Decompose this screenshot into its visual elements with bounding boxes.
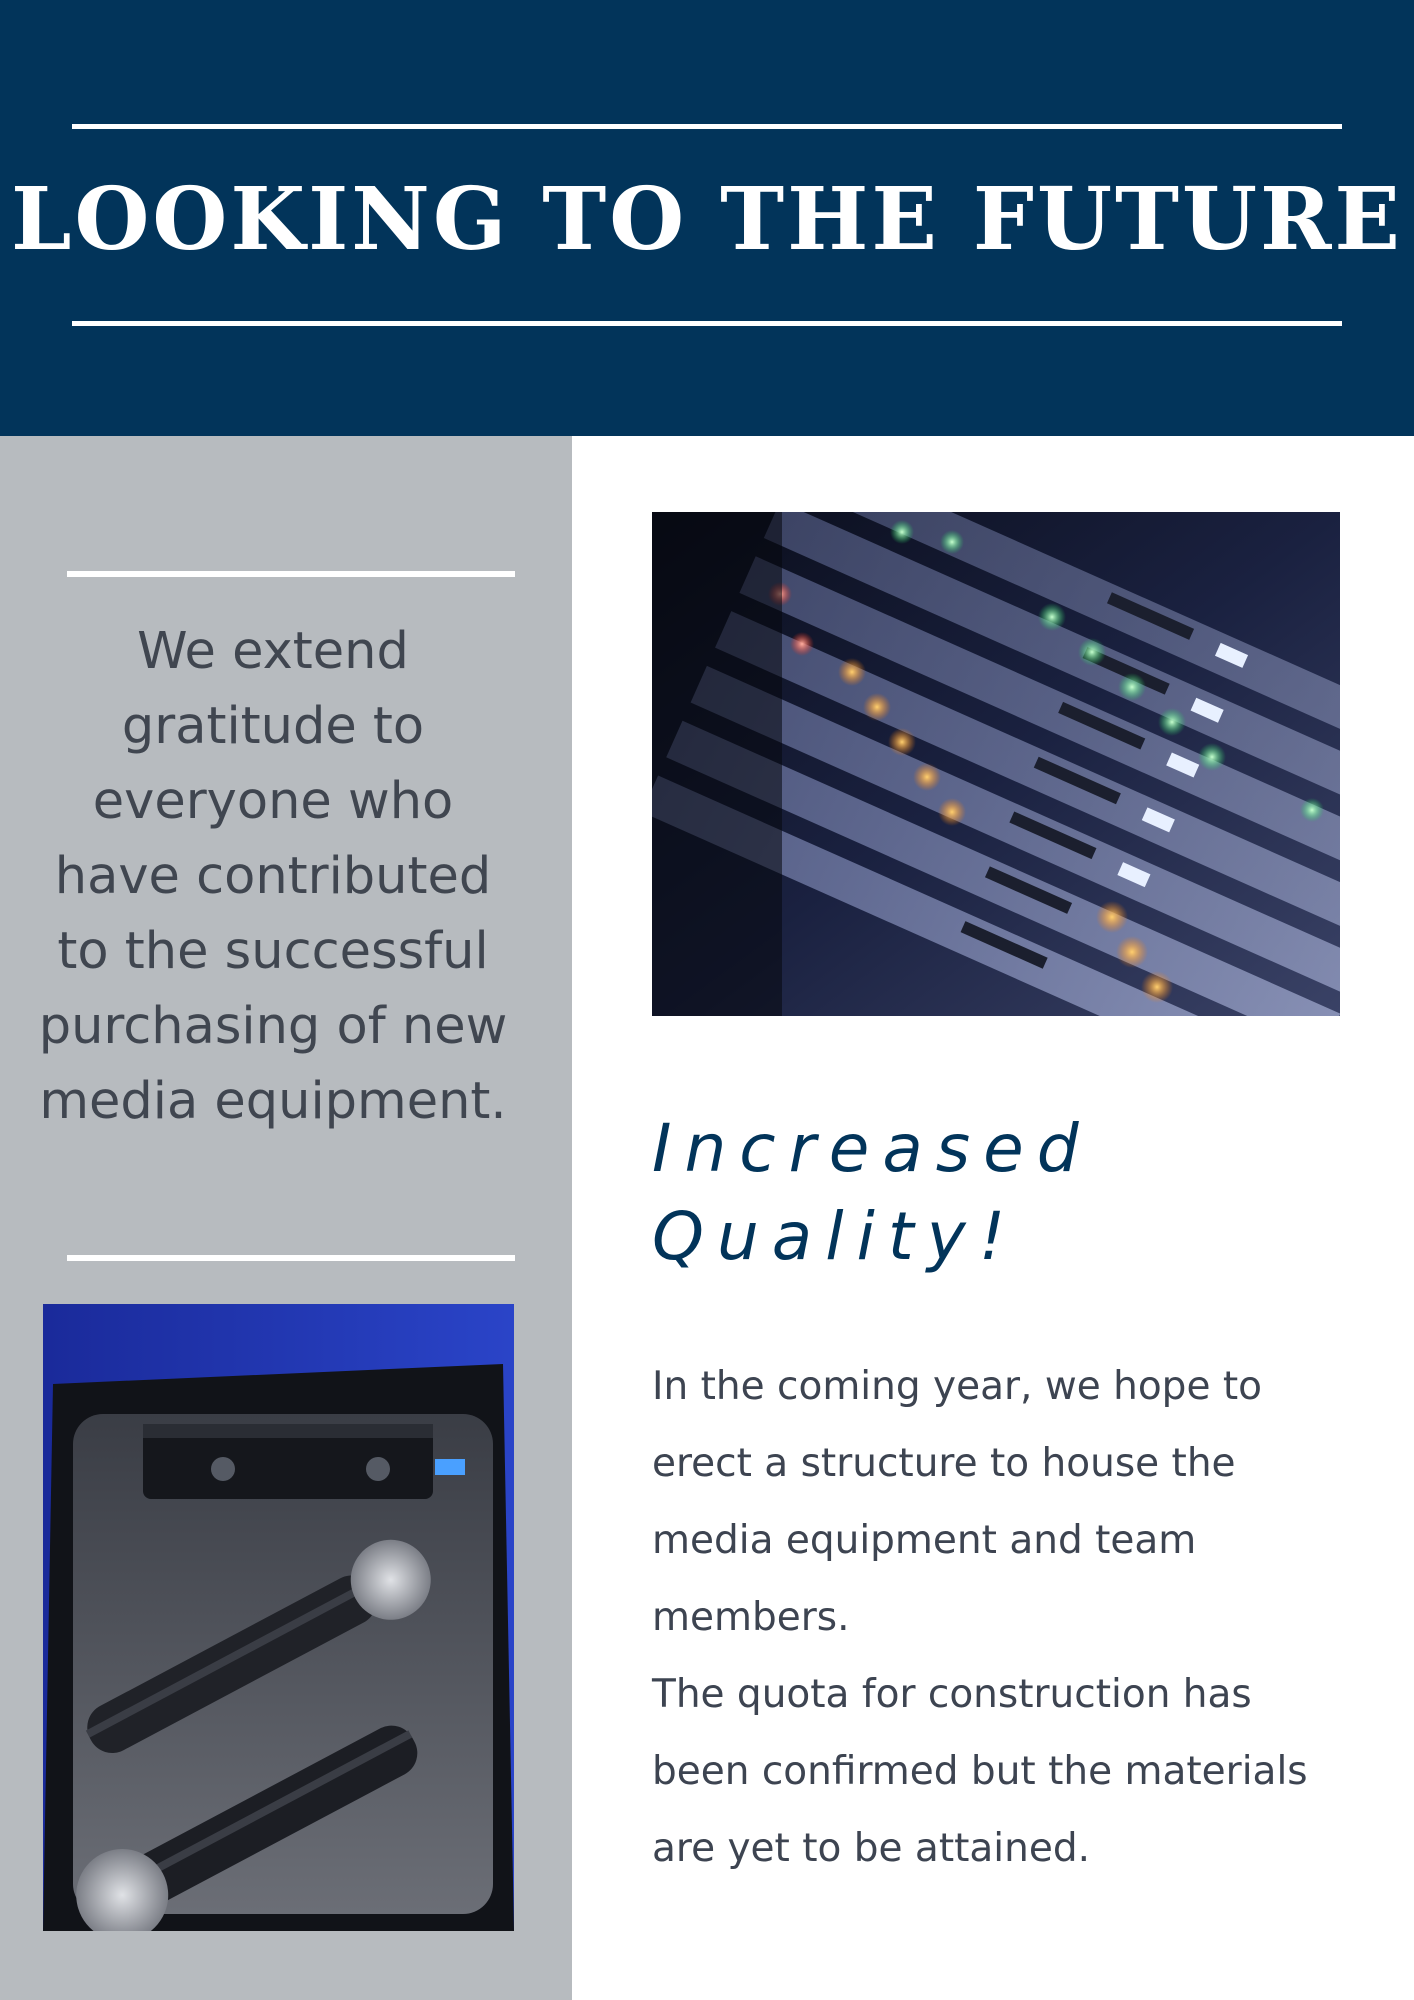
mixer-photo-illustration <box>652 512 1340 1016</box>
increased-quality-heading: Increased Quality! <box>652 1110 1092 1275</box>
page-title: LOOKING TO THE FUTURE <box>11 169 1403 270</box>
gratitude-text: We extend gratitude to everyone who have contributed to the successful purchasing of new media equipment. <box>38 622 508 1131</box>
mixer-photo <box>652 512 1340 1016</box>
body-paragraph-2: The quota for construction has been confirmed but the materials are yet to be attained. <box>652 1672 1308 1871</box>
sidebar-top-rule <box>67 571 515 577</box>
body-text <box>652 1348 1352 1887</box>
body-paragraph-1: In the coming year, we hope to erect a structure to house the media equipment and team members. <box>652 1364 1262 1640</box>
microphones-photo <box>43 1304 514 1931</box>
header-top-rule <box>72 124 1342 129</box>
sidebar-bottom-rule <box>67 1255 515 1261</box>
header-banner <box>0 0 1414 436</box>
header-bottom-rule <box>72 321 1342 326</box>
microphones-photo-illustration <box>43 1304 514 1931</box>
